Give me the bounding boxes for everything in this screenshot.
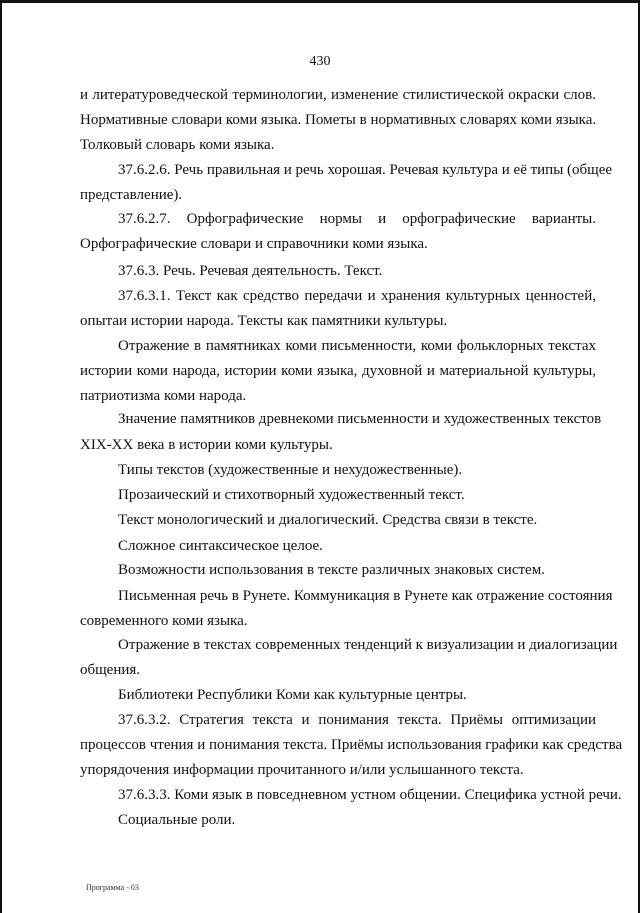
text-line: Социальные роли. xyxy=(118,812,236,828)
text-line: 37.6.2.6. Речь правильная и речь хорошая. Речевая культура и её типы (общее xyxy=(118,162,613,178)
page-number: 430 xyxy=(309,54,331,69)
text-line: Нормативные словари коми языка. Пометы в нормативных словарях коми языка. xyxy=(80,112,597,128)
text-line: Возможности использования в тексте различных знаковых систем. xyxy=(118,562,545,578)
text-line: Толковый словарь коми языка. xyxy=(80,137,275,153)
text-line: и литературоведческой терминологии, изменение стилистической окраски слов. xyxy=(80,87,596,103)
text-line: Сложное синтаксическое целое. xyxy=(118,538,323,554)
text-line: Текст монологический и диалогический. Средства связи в тексте. xyxy=(118,512,538,528)
text-line: Орфографические словари и справочники коми языка. xyxy=(80,236,428,252)
text-line: 37.6.3.3. Коми язык в повседневном устном общении. Специфика устной речи. xyxy=(118,787,622,803)
text-line: 37.6.3.2. Стратегия текста и понимания текста. Приёмы оптимизации xyxy=(118,712,596,728)
text-line: представление). xyxy=(80,187,183,203)
text-line: современного коми языка. xyxy=(80,613,248,629)
text-line: истории коми народа, истории коми языка, духовной и материальной культуры, xyxy=(80,363,596,379)
text-line: Отражение в памятниках коми письменности, коми фольклорных текстах xyxy=(118,338,596,354)
section-heading: 37.6.3. Речь. Речевая деятельность. Текст. xyxy=(118,263,383,279)
text-line: Письменная речь в Рунете. Коммуникация в Рунете как отражение состояния xyxy=(118,588,613,604)
text-line: 37.6.2.7. Орфографические нормы и орфографические варианты. xyxy=(118,211,596,227)
text-line: Отражение в текстах современных тенденций к визуализации и диалогизации xyxy=(118,637,618,653)
text-line: Типы текстов (художественные и нехудожественные). xyxy=(118,462,463,478)
scan-edge-top xyxy=(0,0,640,3)
text-line: опытаи истории народа. Тексты как памятники культуры. xyxy=(80,313,448,329)
footer-label: Программа - 03 xyxy=(86,883,139,892)
text-line: 37.6.3.1. Текст как средство передачи и хранения культурных ценностей, xyxy=(118,288,596,304)
text-line: процессов чтения и понимания текста. Приёмы использования графики как средства xyxy=(80,737,623,753)
scan-edge-left xyxy=(0,0,2,913)
text-line: общения. xyxy=(80,662,141,678)
text-line: Значение памятников древнекоми письменности и художественных текстов xyxy=(118,411,602,427)
text-line: Библиотеки Республики Коми как культурные центры. xyxy=(118,687,467,703)
text-line: упорядочения информации прочитанного и/или услышанного текста. xyxy=(80,762,524,778)
text-line: патриотизма коми народа. xyxy=(80,388,247,404)
text-line: XIX-XX века в истории коми культуры. xyxy=(80,437,333,453)
text-line: Прозаический и стихотворный художественный текст. xyxy=(118,487,465,503)
